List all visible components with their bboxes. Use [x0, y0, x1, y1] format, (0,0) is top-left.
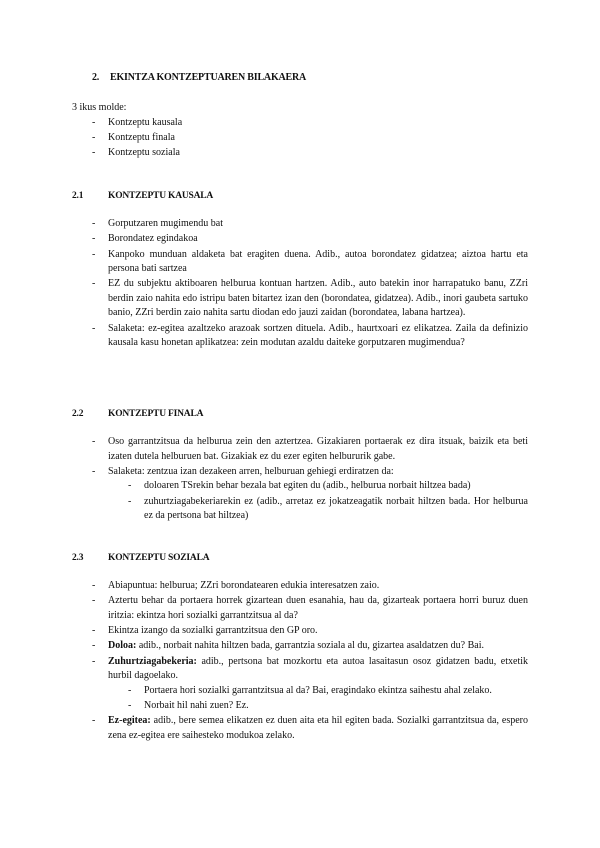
intro-text: 3 ikus molde:	[72, 102, 127, 113]
sub-list-item: - doloaren TSrekin behar bezala bat egiten du (adib., helburua norbait hiltzea bada)	[128, 479, 528, 494]
sub-list-item: - Portaera hori sozialki garrantzitsua al da? Bai, eragindako ekintza saihestu ahal zelako.	[128, 684, 528, 699]
list-item: - Aztertu behar da portaera horrek gizartean duen esanahia, hau da, gizarteak portaera horri buruz duen iritzia: ekintza hori sozialki garrantzitsua al da?	[92, 594, 528, 623]
list-item: - Salaketa: ez-egitea azaltzeko arazoak sortzen dituela. Adib., haurtxoari ez elikatzea. Zaila da definizio kausala kasu honetan aplikatzea: zein modutan azaldu daiteke gorputzaren mugimendua?	[92, 322, 528, 351]
section-heading-2-2: 2.2 KONTZEPTU FINALA	[72, 409, 204, 419]
sub-list	[108, 479, 528, 523]
soziala-list	[92, 579, 528, 744]
list-item: - Salaketa: zentzua izan dezakeen arren, helburuan gehiegi erdiratzen da: - doloaren TSrekin behar bezala bat egiten du (adib., helburua norbait hiltzea bada) - zuhurtziagabekeriarekin ez (adib., arretaz ez jokatzeagatik norbait hiltzen bada. Hor helburua ez da pertsona bat hiltzea)	[92, 465, 528, 524]
list-item: - Kanpoko munduan aldaketa bat eragiten duena. Adib., autoa borondatez gidatzea; aiztoa hartu eta persona bati sartzea	[92, 248, 528, 277]
sub-list-item: - zuhurtziagabekeriarekin ez (adib., arretaz ez jokatzeagatik norbait hiltzen bada. Hor helburua ez da pertsona bat hiltzea)	[128, 495, 528, 524]
list-item: - Oso garrantzitsua da helburua zein den aztertzea. Gizakiaren portaerak ez dira itsuak, baizik eta beti izaten dutela helburuen bat. Gizakiak ez du ezer egiten helbururik gabe.	[92, 435, 528, 464]
list-item-zuhurtziagabekeria: - Zuhurtziagabekeria: adib., pertsona bat mozkortu eta autoa lasaitasun osoz gidatzen badu, etxetik hurbil dagoelako. - Portaera hori sozialki garrantzitsua al da? Bai, eragindako ekintza saihestu ahal zelako. - Norbait hil nahi zuen? Ez.	[92, 655, 528, 714]
list-item: - Ekintza izango da sozialki garrantzitsua den GP oro.	[92, 624, 528, 639]
list-item-ez-egitea: - Ez-egitea: adib., bere semea elikatzen ez duen aita eta hil egiten bada. Sozialki garrantzitsua da, espero zena ez-egitea ere saihesteko modukoa zelako.	[92, 714, 528, 743]
list-item: - Kontzeptu soziala	[92, 146, 528, 161]
kausala-list	[92, 217, 528, 351]
section-heading-2-3: 2.3 KONTZEPTU SOZIALA	[72, 553, 210, 563]
list-item: - Kontzeptu finala	[92, 131, 528, 146]
list-item: - Kontzeptu kausala	[92, 116, 528, 131]
finala-list	[92, 435, 528, 524]
list-item: - Gorputzaren mugimendu bat	[92, 217, 528, 232]
list-item: - Abiapuntua: helburua; ZZri borondatearen edukia interesatzen zaio.	[92, 579, 528, 594]
intro	[72, 101, 528, 161]
list-item: - Borondatez egindakoa	[92, 232, 528, 247]
sub-list	[108, 684, 528, 714]
section-heading-2: 2. EKINTZA KONTZEPTUAREN BILAKAERA	[92, 72, 307, 83]
sub-list-item: - Norbait hil nahi zuen? Ez.	[128, 699, 528, 714]
section-heading-2-1: 2.1 KONTZEPTU KAUSALA	[72, 191, 214, 201]
intro-list	[92, 116, 528, 161]
list-item: - EZ du subjektu aktiboaren helburua kontuan hartzen. Adib., auto batekin inor harrapatuko banu, ZZri berdin zaio nahita edo istripu baten bitartez izan den (borondatea, gidatzea). Adib., inori gaubeta sartuko banio, ZZri berdin zaio nahita sartu diodan edo jauzi zaidan (borondatea, labana hartzea).	[92, 277, 528, 321]
list-item-doloa: - Doloa: adib., norbait nahita hiltzen bada, garrantzia soziala al du, gizartea asaldatzen du? Bai.	[92, 639, 528, 654]
